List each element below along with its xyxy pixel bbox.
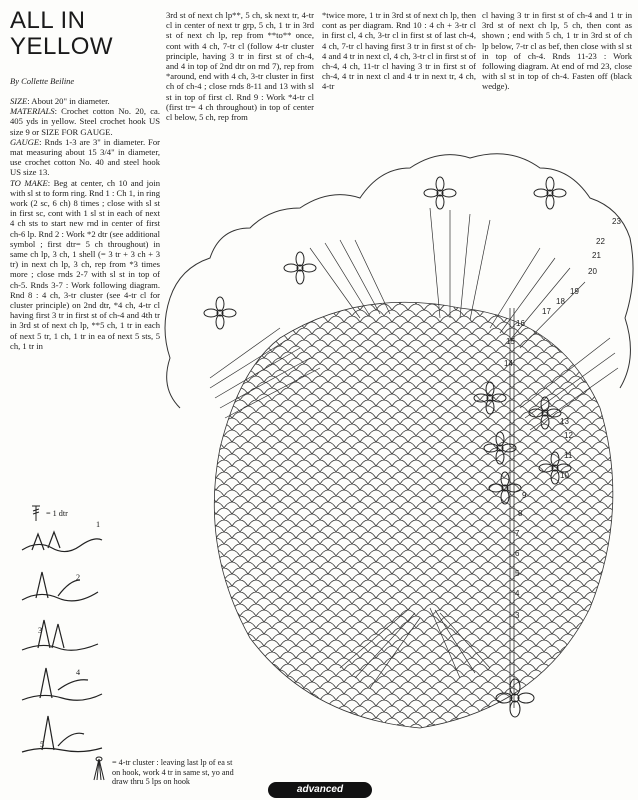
round-label-14: 14 (504, 359, 513, 368)
instructions-column-2: 3rd st of next ch lp**, 5 ch, sk next tr, 4-tr cl in center of next tr grp, 5 ch, 1 tr in 3rd st of next ch lp, rep from **to** once, cont with 4 ch, 7-tr cl (follow 4-tr cluster principle, having 3 tr in first st of ch-4, and 4 in top of 2nd dtr on rnd 7), rep from *around, end with 4 ch, 3-tr cluster in first ch of ch-4 ; close rnds 8-11 and 13 with sl st in top of first cl. Rnd 9 : Work *4-tr cl (first tr= 4 ch throughout) in top of center cl below, 5 ch, rep from (166, 10, 314, 123)
dtr-legend-text: = 1 dtr (46, 509, 68, 518)
step-1-label: 1 (96, 520, 101, 529)
title-line-2: YELLOW (10, 33, 114, 60)
size-text: : About 20" in diameter. (27, 96, 110, 106)
round-label-19: 19 (570, 287, 579, 296)
round-label-11: 11 (564, 451, 573, 460)
step-4-label: 4 (76, 668, 81, 677)
round-label-10: 10 (560, 471, 569, 480)
round-label-22: 22 (596, 237, 605, 246)
pattern-title (10, 8, 113, 60)
publisher-logo: advanced (268, 782, 372, 798)
round-label-15: 15 (506, 337, 515, 346)
round-label-13: 13 (560, 417, 569, 426)
to-make-label: TO MAKE (10, 177, 48, 188)
round-label-5: 5 (515, 569, 520, 578)
round-label-21: 21 (592, 251, 601, 260)
materials-label: MATERIALS (10, 106, 55, 117)
instructions-column-3: *twice more, 1 tr in 3rd st of next ch lp, then cont as per diagram. Rnd 10 : 4 ch + 3-tr cl in first cl, 4 ch, 3-tr cl in first st of last ch-4, 4 ch, 7-tr cl having first 3 tr in first st of ch-4 and 4 tr in next cl, 4 ch, 3-tr cl in first st of ch-4, 4 ch, 11-tr cl having 3 tr in first st of ch-4, 4 tr in next cl and 4 tr in next tr, 4 ch, 4-tr (322, 10, 476, 92)
step-5-label: 5 (40, 740, 45, 749)
to-make-text: : Beg at center, ch 10 and join with sl st to form ring. Rnd 1 : Ch 1, in ring work (2 sc, 6 ch) 8 times ; close with sl st in first sc, cont with 1 sl st in each of next 4 ch sts to start new rnd in center of first ch-6 lp. Rnd 2 : Work *2 dtr (see additional symbol ; first dtr= 5 ch throughout) in same ch lp, 3 ch, 1 shell (= 3 tr + 3 ch + 3 tr) in next ch lp, 3 ch, rep from *3 times more ; close rnds 2-7 with sl st in top of ch-5. Rnds 3-7 : Work following diagram. Rnd 8 : 4 ch, 3-tr cluster (see 4-tr cl for cluster principle) on 2nd dtr, *4 ch, 4-tr cl having first 3 tr in first st of ch-4 and 4th tr in 3rd st of next ch lp, **5 ch, 1 tr in each of next 5 tr, 1 ch, 1 tr in ea of next 5 sts, 5 ch, 1 tr in (10, 177, 160, 351)
step-2-label: 2 (76, 573, 81, 582)
round-label-6: 6 (515, 549, 520, 558)
gauge-paragraph (10, 137, 160, 178)
round-label-7: 7 (515, 529, 520, 538)
round-label-20: 20 (588, 267, 597, 276)
title-line-1: ALL IN (10, 7, 86, 34)
cluster-legend-text: = 4-tr cluster : leaving last lp of ea st on hook, work 4 tr in same st, yo and draw thru 5 lps on hook (112, 758, 234, 786)
gauge-text: : Rnds 1-3 are 3" in diameter. For mat measuring about 15 3/4" in diameter, use crochet cotton No. 40 and steel hook US size 13. (10, 136, 160, 178)
round-label-16: 16 (516, 319, 525, 328)
byline: By Collette Beiline (10, 76, 75, 86)
round-label-23: 23 (612, 217, 621, 226)
round-label-18: 18 (556, 297, 565, 306)
round-label-12: 12 (564, 431, 573, 440)
round-label-9: 9 (522, 491, 527, 500)
materials-text: : Crochet cotton No. 20, ca. 405 yds in yellow. Steel crochet hook US size 9 or SIZE FOR GAUGE. (10, 106, 160, 137)
instructions-column-4: cl having 3 tr in first st of ch-4 and 1 tr in 3rd st of next ch lp, 5 ch, then cont as shown ; end with 5 ch, 1 tr in 3rd st of ch lp below, 7-tr cl as bef, then close with sl st in top of ch-4. Rnds 11-23 : Work following diagram. At end of rnd 23, close with sl st in top of ch-4. Fasten off (black wedge). (482, 10, 632, 92)
size-paragraph (10, 96, 160, 106)
step-3-label: 3 (38, 626, 43, 635)
cluster-symbol-icon (92, 756, 106, 782)
round-label-3: 3 (515, 611, 520, 620)
round-label-8: 8 (518, 509, 523, 518)
round-label-17: 17 (542, 307, 551, 316)
round-label-4: 4 (515, 589, 520, 598)
gauge-label: GAUGE (10, 136, 40, 147)
to-make-paragraph (10, 178, 160, 351)
instructions-column-1 (10, 96, 160, 351)
crochet-diagram (160, 148, 638, 748)
mesh-body (214, 302, 613, 728)
materials-paragraph (10, 106, 160, 137)
size-label: SIZE (10, 96, 28, 106)
dtr-steps-illustration (18, 520, 108, 780)
